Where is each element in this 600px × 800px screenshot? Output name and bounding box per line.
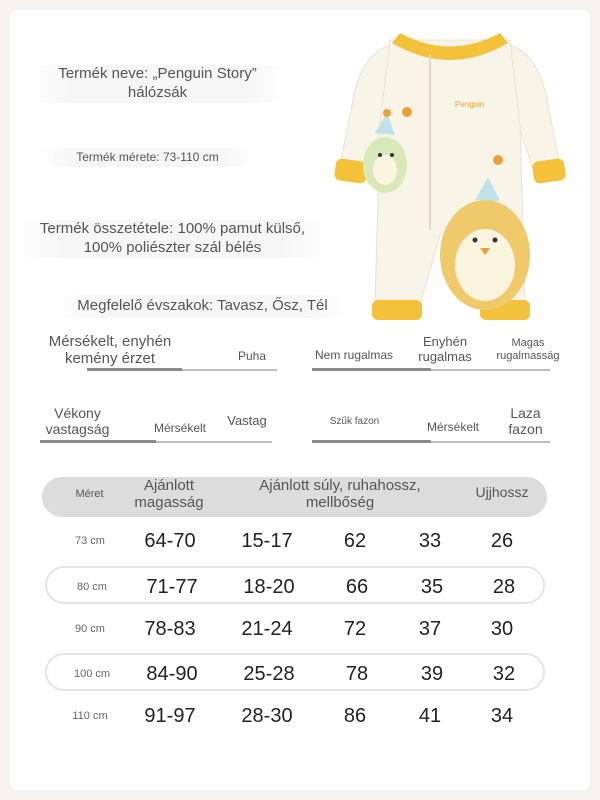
cell-chest: 39: [420, 663, 444, 685]
scale-fit-left: Szűk fazon: [329, 416, 380, 427]
scale-elasticity-left: Nem rugalmas: [314, 348, 394, 362]
cell-length: 86: [343, 705, 367, 727]
scale-elasticity-fill: [312, 368, 431, 371]
cell-length: 62: [343, 530, 367, 552]
cell-chest: 35: [420, 576, 444, 598]
cell-length: 66: [345, 576, 369, 598]
scale-fit-middle: Mérsékelt: [426, 420, 479, 434]
product-size: Termék mérete: 73-110 cm: [40, 148, 255, 167]
cell-sleeve: 32: [492, 663, 516, 685]
cell-size: 90 cm: [75, 623, 105, 635]
composition-line1: Termék összetétele: 100% pamut külső,: [39, 220, 306, 237]
cell-weight: 28-30: [241, 705, 293, 727]
table-row: [45, 522, 545, 560]
cell-chest: 33: [418, 530, 442, 552]
table-row: [45, 566, 545, 604]
scale-feel-right: Puha: [237, 349, 267, 363]
table-row: [45, 653, 545, 691]
cell-weight: 15-17: [241, 530, 293, 552]
scale-elasticity-right: Magas rugalmasság: [496, 337, 560, 362]
cell-size: 110 cm: [72, 710, 108, 722]
scale-thickness-middle: Mérsékelt: [153, 421, 206, 435]
product-name-line1: Termék neve: „Penguin Story”: [58, 65, 257, 82]
cell-height: 84-90: [146, 663, 198, 685]
product-seasons: Megfelelő évszakok: Tavasz, Ősz, Tél: [55, 295, 350, 318]
scale-fit-right: Laza fazon: [508, 405, 543, 438]
product-name-line2: hálózsák: [127, 83, 188, 101]
composition-line2: 100% poliészter szál bélés: [83, 238, 262, 256]
scale-feel-fill: [87, 368, 182, 371]
size-table-header: [42, 477, 547, 517]
cell-size: 73 cm: [75, 535, 105, 547]
cell-chest: 37: [418, 618, 442, 640]
cell-sleeve: 30: [490, 618, 514, 640]
cell-height: 91-97: [144, 705, 196, 727]
scale-thickness-left: Vékony vastagság: [45, 405, 110, 438]
cell-sleeve: 26: [490, 530, 514, 552]
product-composition: [15, 220, 330, 258]
scale-thickness-fill: [40, 440, 156, 443]
cell-height: 78-83: [144, 618, 196, 640]
sleep-sack-image: [330, 15, 570, 335]
product-name: [30, 65, 285, 103]
cell-size: 100 cm: [73, 668, 111, 680]
header-sleeve: Ujjhossz: [475, 484, 529, 500]
table-row: [45, 610, 545, 648]
header-height: Ajánlott magasság: [134, 477, 204, 511]
cell-height: 64-70: [144, 530, 196, 552]
scale-thickness-right: Vastag: [227, 413, 267, 428]
image-brand-text: Penguin: [455, 100, 485, 109]
header-weight: Ajánlott súly, ruhahossz, mellbőség: [259, 477, 421, 511]
cell-height: 71-77: [146, 576, 198, 598]
cell-sleeve: 34: [490, 705, 514, 727]
cell-chest: 41: [418, 705, 442, 727]
table-row: [45, 697, 545, 735]
cell-sleeve: 28: [492, 576, 516, 598]
cell-weight: 21-24: [241, 618, 293, 640]
header-size: Méret: [75, 488, 104, 500]
cell-weight: 18-20: [243, 576, 295, 598]
cell-size: 80 cm: [77, 581, 107, 593]
cell-weight: 25-28: [243, 663, 295, 685]
cell-length: 78: [345, 663, 369, 685]
scale-feel-left: Mérsékelt, enyhén kemény érzet: [48, 333, 172, 368]
cell-length: 72: [343, 618, 367, 640]
scale-fit-fill: [312, 440, 431, 443]
scale-elasticity-middle: Enyhén rugalmas: [418, 334, 472, 364]
